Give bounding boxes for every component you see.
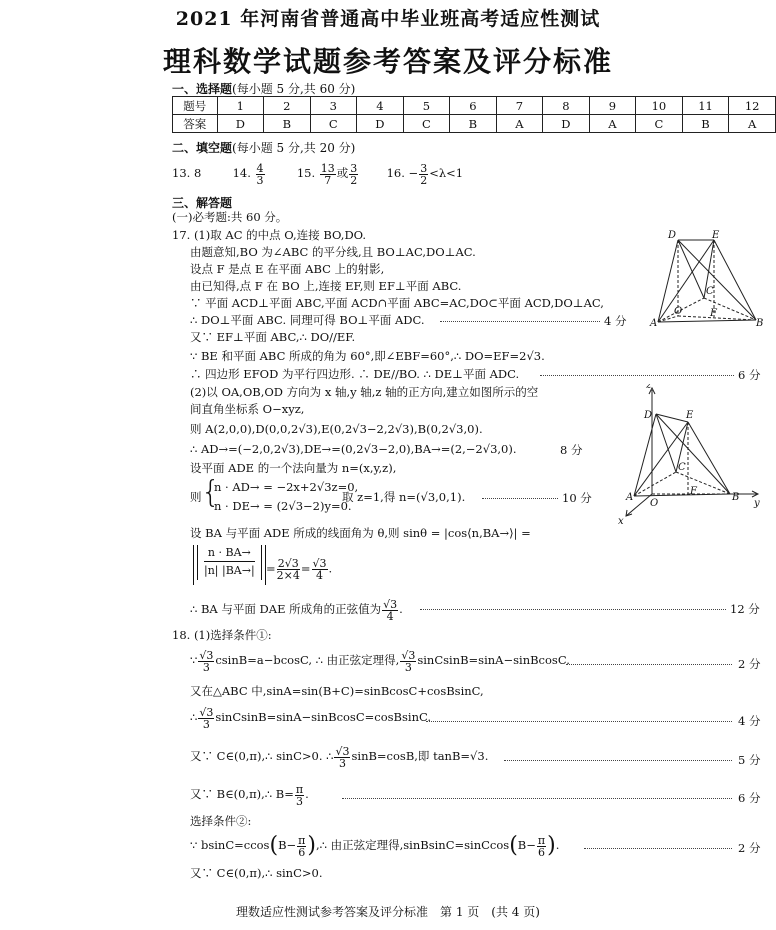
q18-line: 又∵ B∈(0,π),∴ B= $\frac{\pi}{3}$ . bbox=[190, 782, 309, 808]
q17-line: 又∵ EF⊥平面 ABC,∴ DO//EF. bbox=[190, 330, 356, 344]
q17-line: ∵ 平面 ACD⊥平面 ABC,平面 ACD∩平面 ABC=AC,DO⊂平面 ACD,DO⊥AC, bbox=[190, 296, 604, 310]
score-label: 4 分 bbox=[738, 714, 761, 728]
fraction-denominator: |n| |BA→| bbox=[204, 564, 255, 577]
leader-dots bbox=[566, 664, 732, 665]
leader-dots bbox=[540, 375, 734, 376]
score-label: 6 分 bbox=[738, 368, 761, 382]
score-label: 2 分 bbox=[738, 657, 761, 671]
a-cell: B bbox=[682, 115, 729, 133]
q17-line: 设平面 ADE 的一个法向量为 n=(x,y,z), bbox=[190, 461, 397, 475]
a-cell: C bbox=[310, 115, 357, 133]
q17-line: = $\frac{2√3}{2\times 4}$ = $\frac{√3}{4}$ . bbox=[266, 557, 333, 582]
answer-16: 16. − bbox=[386, 166, 419, 180]
answer-13: 13. 8 bbox=[172, 166, 202, 180]
section1-heading: 一、选择题(每小题 5 分,共 60 分) bbox=[172, 82, 356, 96]
a-cell: B bbox=[264, 115, 311, 133]
leader-dots bbox=[482, 498, 558, 499]
a-cell: A bbox=[729, 115, 776, 133]
exam-title: 2021 年河南省普通高中毕业班高考适应性测试 bbox=[175, 8, 601, 30]
brace-symbol: { bbox=[201, 475, 221, 510]
row-label-a: 答案 bbox=[173, 115, 218, 133]
vertex-label: O bbox=[674, 306, 683, 317]
q18-line: 又∵ C∈(0,π),∴ sinC>0. ∴ $\frac{√3}{3}$ sinB=cosB,即 tanB=√3. bbox=[190, 744, 489, 770]
leader-dots bbox=[584, 848, 732, 849]
q17-line: ∴ DO⊥平面 ABC. 同理可得 BO⊥平面 ADC. bbox=[190, 313, 425, 327]
vertex-label: D bbox=[644, 410, 653, 421]
answer-row bbox=[173, 115, 776, 133]
vertex-label: E bbox=[712, 230, 720, 241]
q18-line: 18. (1)选择条件①: bbox=[172, 628, 272, 642]
q-cell: 1 bbox=[217, 97, 264, 115]
q17-line: 间直角坐标系 O−xyz, bbox=[190, 402, 305, 416]
leader-dots bbox=[440, 321, 600, 322]
q17-line: ∴ AD→=(−2,0,2√3),DE→=(0,2√3−2,0),BA→=(2,−2√3,0). bbox=[190, 442, 517, 456]
section3-subheading: (一)必考题:共 60 分。 bbox=[172, 210, 288, 224]
vertex-label: A bbox=[626, 492, 634, 503]
leader-dots bbox=[420, 609, 726, 610]
q17-line: 取 z=1,得 n=(√3,0,1). bbox=[342, 490, 466, 504]
vertex-label: E bbox=[686, 410, 694, 421]
vertex-label: O bbox=[650, 498, 659, 509]
leader-dots bbox=[504, 760, 732, 761]
vertex-label: A bbox=[650, 318, 658, 329]
q-cell: 2 bbox=[264, 97, 311, 115]
a-cell: D bbox=[217, 115, 264, 133]
vertex-label: B bbox=[732, 492, 740, 503]
question-row bbox=[173, 97, 776, 115]
q-cell: 3 bbox=[310, 97, 357, 115]
leader-dots bbox=[342, 798, 732, 799]
q18-line: ∴ $\frac{√3}{3}$ sinCsinB=sinA−sinBcosC=cosBsinC. bbox=[190, 705, 432, 731]
q-cell: 11 bbox=[682, 97, 729, 115]
score-label: 12 分 bbox=[730, 602, 760, 616]
page-footer: 理数适应性测试参考答案及评分标准 第 1 页 (共 4 页) bbox=[236, 905, 540, 919]
q18-line: ∵ $\frac{√3}{3}$ csinB=a−bcosC, ∴ 由正弦定理得, $\frac{√3}{3}$ sinCsinB=sinA−sinBcosC. bbox=[190, 648, 570, 674]
q18-line: 又在△ABC 中,sinA=sin(B+C)=sinBcosC+cosBsinC, bbox=[190, 684, 484, 698]
abs-value bbox=[193, 545, 266, 585]
a-cell: A bbox=[496, 115, 543, 133]
answer-table bbox=[172, 96, 776, 133]
score-label: 5 分 bbox=[738, 753, 761, 767]
pyramid-figure-2 bbox=[614, 384, 764, 528]
row-label-q: 题号 bbox=[173, 97, 218, 115]
q17-line: ∵ BE 和平面 ABC 所成的角为 60°,即∠EBF=60°,∴ DO=EF=2√3. bbox=[190, 349, 545, 363]
fraction-numerator: n · BA→ bbox=[204, 545, 255, 562]
score-label: 2 分 bbox=[738, 841, 761, 855]
q17-line: 由已知得,点 F 在 BO 上,连接 EF,则 EF⊥平面 ABC. bbox=[190, 279, 462, 293]
q17-line: 则 A(2,0,0),D(0,0,2√3),E(0,2√3−2,2√3),B(0,2√3,0). bbox=[190, 422, 483, 436]
q-cell: 8 bbox=[543, 97, 590, 115]
a-cell: D bbox=[357, 115, 404, 133]
leader-dots bbox=[426, 721, 732, 722]
vertex-label: C bbox=[678, 462, 686, 473]
answer-15: 15. bbox=[296, 166, 316, 180]
q17-line: (2)以 OA,OB,OD 方向为 x 轴,y 轴,z 轴的正方向,建立如图所示的空 bbox=[190, 385, 539, 399]
q17-line: 由题意知,BO 为∠ABC 的平分线,且 BO⊥AC,DO⊥AC. bbox=[190, 245, 476, 259]
score-label: 8 分 bbox=[560, 443, 583, 457]
vertex-label: D bbox=[668, 230, 677, 241]
q17-line: ∴ 四边形 EFOD 为平行四边形. ∴ DE//BO. ∴ DE⊥平面 ADC. bbox=[190, 367, 520, 381]
q-cell: 7 bbox=[496, 97, 543, 115]
q17-line: 设 BA 与平面 ADE 所成的线面角为 θ,则 sinθ = |cos⟨n,BA→⟩| = bbox=[190, 526, 531, 540]
section2-heading: 二、填空题(每小题 5 分,共 20 分) bbox=[172, 141, 356, 155]
axis-label: x bbox=[618, 516, 624, 527]
answer-key-title: 理科数学试题参考答案及评分标准 bbox=[162, 45, 613, 78]
equation-line: n · DE→ = (2√3−2)y=0. bbox=[214, 499, 352, 513]
score-label: 10 分 bbox=[562, 491, 592, 505]
a-cell: C bbox=[403, 115, 450, 133]
q17-line: 则 bbox=[190, 490, 202, 504]
equation-line: n · AD→ = −2x+2√3z=0, bbox=[214, 480, 359, 494]
q-cell: 5 bbox=[403, 97, 450, 115]
pyramid-figure-1 bbox=[648, 226, 768, 330]
a-cell: B bbox=[450, 115, 497, 133]
a-cell: A bbox=[589, 115, 636, 133]
vertex-label: F bbox=[710, 308, 717, 319]
a-cell: D bbox=[543, 115, 590, 133]
q17-line: 17. (1)取 AC 的中点 O,连接 BO,DO. bbox=[172, 228, 367, 242]
q-cell: 10 bbox=[636, 97, 683, 115]
vertex-label: F bbox=[690, 486, 697, 497]
q18-line: 又∵ C∈(0,π),∴ sinC>0. bbox=[190, 866, 323, 880]
score-label: 6 分 bbox=[738, 791, 761, 805]
q17-line: 设点 F 是点 E 在平面 ABC 上的射影, bbox=[190, 262, 385, 276]
q18-line: 选择条件②: bbox=[190, 814, 252, 828]
axis-label: y bbox=[754, 498, 760, 509]
q-cell: 12 bbox=[729, 97, 776, 115]
fill-in-answers: 13. 8 14. $\frac{4}{3}$ 15. $\frac{13}{7}$ 或 $\frac{3}{2}$ 16. − $\frac{3}{2}$ <λ<1 bbox=[172, 161, 464, 187]
axis-label: z bbox=[646, 384, 652, 391]
section3-heading: 三、解答题 bbox=[172, 196, 233, 210]
score-label: 4 分 bbox=[604, 314, 627, 328]
vertex-label: C bbox=[706, 286, 714, 297]
a-cell: C bbox=[636, 115, 683, 133]
q17-line: ∴ BA 与平面 DAE 所成角的正弦值为 $\frac{√3}{4}$ . bbox=[190, 597, 403, 623]
answer-14: 14. bbox=[232, 166, 251, 180]
q18-line: ∵ bsinC=ccos(B− $\frac{\pi}{6}$ ),∴ 由正弦定理得,sinBsinC=sinCcos(B− $\frac{\pi}{6}$ ). bbox=[190, 833, 560, 859]
q-cell: 4 bbox=[357, 97, 404, 115]
q-cell: 9 bbox=[589, 97, 636, 115]
q-cell: 6 bbox=[450, 97, 497, 115]
vertex-label: B bbox=[756, 318, 764, 329]
